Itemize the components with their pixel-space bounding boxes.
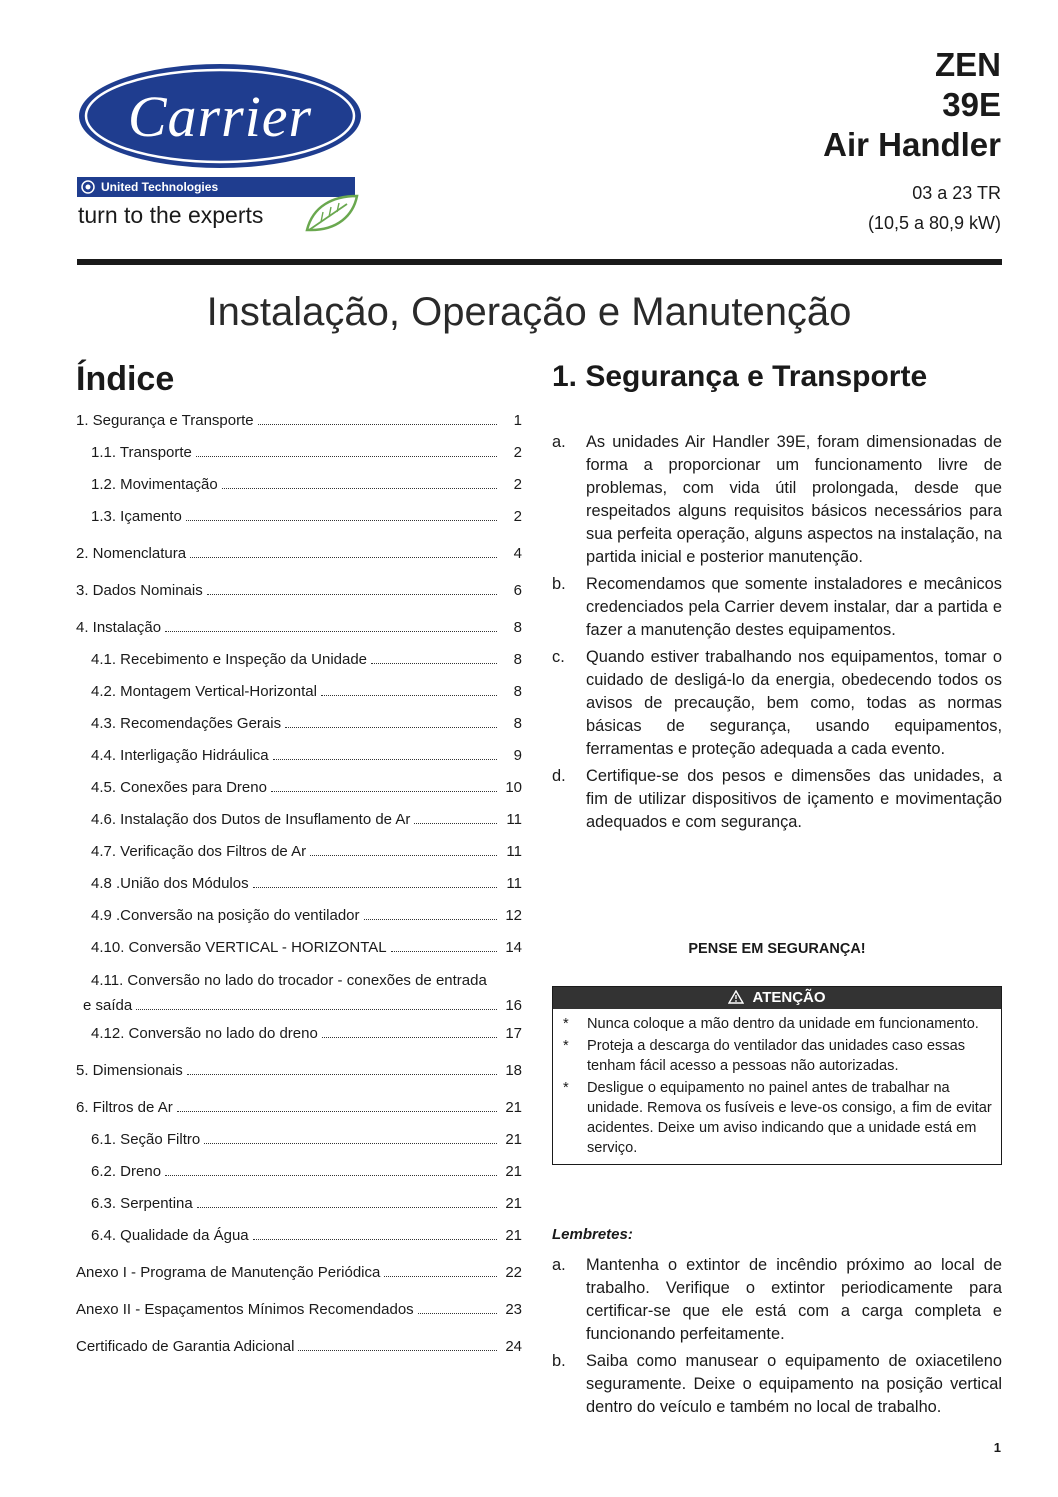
toc-entry[interactable] bbox=[76, 1156, 522, 1188]
item-text: Recomendamos que somente instaladores e mecânicos credenciados pela Carrier devem instalar, dar a partida e fazer a manutenção destes equipamentos. bbox=[586, 575, 1002, 639]
bullet-star: * bbox=[563, 1038, 569, 1054]
item-text: Mantenha o extintor de incêndio próximo ao local de trabalho. Verifique o extintor periodicamente para certificar-se que ele está com a carga completa e funcionando perfeitamente. bbox=[586, 1256, 1002, 1343]
toc-leader bbox=[391, 951, 497, 952]
toc-entry-page: 12 bbox=[505, 907, 522, 924]
toc-entry-label: Anexo II - Espaçamentos Mínimos Recomendados bbox=[76, 1301, 414, 1318]
toc-heading: Índice bbox=[76, 360, 175, 398]
toc-entry-label: 4.10. Conversão VERTICAL - HORIZONTAL bbox=[91, 939, 387, 956]
toc-entry-label: 4.9 .Conversão na posição do ventilador bbox=[91, 907, 360, 924]
toc-entry[interactable] bbox=[76, 612, 522, 644]
toc-entry-label: 1.2. Movimentação bbox=[91, 476, 218, 493]
toc-entry-label: 4.6. Instalação dos Dutos de Insuflamento de Ar bbox=[91, 811, 411, 828]
toc-entry-page: 22 bbox=[505, 1264, 522, 1281]
toc-entry[interactable] bbox=[76, 932, 522, 964]
toc-entry[interactable] bbox=[76, 538, 522, 570]
toc-leader bbox=[273, 759, 497, 760]
toc-entry-label: 6. Filtros de Ar bbox=[76, 1099, 173, 1116]
toc-entry-label: 4.5. Conexões para Dreno bbox=[91, 779, 267, 796]
section-heading: 1. Segurança e Transporte bbox=[552, 360, 928, 393]
carrier-logo bbox=[77, 62, 363, 232]
item-text: Saiba como manusear o equipamento de oxiacetileno seguramente. Deixe o equipamento na posição vertical dentro do veículo e também no local de trabalho. bbox=[586, 1352, 1002, 1416]
attention-item bbox=[561, 1014, 993, 1034]
toc-entry-page: 21 bbox=[505, 1099, 522, 1116]
page-number: 1 bbox=[993, 1440, 1001, 1455]
think-safety-label: PENSE EM SEGURANÇA! bbox=[688, 941, 866, 957]
toc-entry-page: 21 bbox=[505, 1195, 522, 1212]
warning-triangle-icon bbox=[728, 990, 744, 1004]
toc-entry-label: 3. Dados Nominais bbox=[76, 582, 203, 599]
toc-entry-label: 4.4. Interligação Hidráulica bbox=[91, 747, 269, 764]
toc-entry-page: 11 bbox=[506, 843, 522, 860]
toc-entry-page: 14 bbox=[505, 939, 522, 956]
item-text: Certifique-se dos pesos e dimensões das unidades, a fim de utilizar dispositivos de içamento e movimentação adequados e com segurança. bbox=[586, 767, 1002, 831]
table-of-contents bbox=[76, 405, 522, 1363]
toc-entry-page: 4 bbox=[513, 545, 522, 562]
toc-entry[interactable] bbox=[76, 644, 522, 676]
toc-entry[interactable] bbox=[76, 405, 522, 437]
toc-leader bbox=[207, 594, 497, 595]
item-letter: b. bbox=[552, 1352, 566, 1370]
toc-entry-label: 4. Instalação bbox=[76, 619, 162, 636]
toc-entry-label: 4.7. Verificação dos Filtros de Ar bbox=[91, 843, 307, 860]
united-technologies-icon bbox=[81, 180, 95, 194]
toc-entry[interactable] bbox=[76, 968, 522, 1018]
toc-entry-page: 10 bbox=[505, 779, 522, 796]
toc-entry-page: 8 bbox=[513, 619, 522, 636]
reminder-item bbox=[552, 1254, 1002, 1346]
toc-entry-page: 1 bbox=[513, 412, 522, 429]
reminder-item bbox=[552, 1350, 1002, 1419]
toc-entry-page: 8 bbox=[513, 715, 522, 732]
united-technologies-label: United Technologies bbox=[101, 180, 219, 194]
toc-entry-page: 11 bbox=[506, 811, 522, 828]
toc-leader bbox=[165, 1175, 497, 1176]
product-line-2: 39E bbox=[942, 86, 1001, 123]
product-line-1: ZEN bbox=[935, 46, 1001, 83]
safety-item bbox=[552, 646, 1002, 761]
bullet-star: * bbox=[563, 1080, 569, 1096]
toc-entry-page: 16 bbox=[505, 997, 522, 1014]
toc-entry[interactable] bbox=[76, 900, 522, 932]
toc-leader bbox=[253, 1239, 497, 1240]
toc-leader bbox=[271, 791, 497, 792]
toc-leader bbox=[321, 695, 497, 696]
toc-entry-label: 6.2. Dreno bbox=[91, 1163, 162, 1180]
toc-leader bbox=[186, 520, 497, 521]
item-text: As unidades Air Handler 39E, foram dimensionadas de forma a proporcionar um funcionamento livre de problemas, com vida útil prolongada, desde que respeitados alguns requisitos básicos necessários para sua perfeita operação, alguns aspectos na instalação, na partida inicial e posterior manutenção. bbox=[586, 433, 1002, 566]
toc-entry[interactable] bbox=[76, 772, 522, 804]
toc-leader bbox=[196, 456, 497, 457]
brand-tagline: turn to the experts bbox=[78, 202, 264, 228]
toc-entry-page: 24 bbox=[505, 1338, 522, 1355]
toc-leader bbox=[165, 631, 497, 632]
toc-entry-label: 2. Nomenclatura bbox=[76, 545, 187, 562]
item-letter: c. bbox=[552, 648, 565, 666]
toc-entry-label: 4.11. Conversão no lado do trocador - conexões de entrada bbox=[91, 972, 487, 989]
attention-header bbox=[553, 987, 1001, 1009]
toc-entry[interactable] bbox=[76, 469, 522, 501]
toc-leader bbox=[322, 1037, 497, 1038]
toc-entry-label: 5. Dimensionais bbox=[76, 1062, 183, 1079]
toc-entry-label-continued: e saída bbox=[83, 997, 133, 1014]
toc-leader bbox=[258, 424, 497, 425]
toc-entry-label: 4.12. Conversão no lado do dreno bbox=[91, 1025, 318, 1042]
toc-entry-page: 21 bbox=[505, 1163, 522, 1180]
toc-entry[interactable] bbox=[76, 868, 522, 900]
toc-leader bbox=[190, 557, 497, 558]
header-divider bbox=[77, 259, 1002, 265]
toc-entry[interactable] bbox=[76, 575, 522, 607]
toc-entry[interactable] bbox=[76, 437, 522, 469]
toc-entry-page: 8 bbox=[513, 683, 522, 700]
toc-entry-page: 21 bbox=[505, 1131, 522, 1148]
toc-entry-page: 21 bbox=[505, 1227, 522, 1244]
attention-text: Nunca coloque a mão dentro da unidade em funcionamento. bbox=[587, 1016, 979, 1032]
document-title: Instalação, Operação e Manutenção bbox=[206, 290, 852, 334]
toc-entry-page: 9 bbox=[513, 747, 522, 764]
toc-entry[interactable] bbox=[76, 1331, 522, 1363]
toc-leader bbox=[298, 1350, 497, 1351]
attention-item bbox=[561, 1078, 993, 1158]
toc-entry-label: 4.2. Montagem Vertical-Horizontal bbox=[91, 683, 317, 700]
toc-entry-label: 1.3. Içamento bbox=[91, 508, 182, 525]
toc-entry[interactable] bbox=[76, 804, 522, 836]
item-letter: a. bbox=[552, 1256, 566, 1274]
toc-entry-label: 4.3. Recomendações Gerais bbox=[91, 715, 282, 732]
toc-entry-page: 2 bbox=[513, 476, 522, 493]
safety-item bbox=[552, 573, 1002, 642]
toc-entry[interactable] bbox=[76, 1294, 522, 1326]
toc-entry[interactable] bbox=[76, 501, 522, 533]
reminders-list bbox=[552, 1254, 1002, 1423]
toc-entry-label: 6.3. Serpentina bbox=[91, 1195, 193, 1212]
item-text: Quando estiver trabalhando nos equipamentos, tomar o cuidado de desligá-lo da energia, obedecendo todos os avisos de precaução, bem como, todas as normas básicas de segurança, usando equipamentos, ferramentas e proteção adequada a cada evento. bbox=[586, 648, 1002, 758]
toc-entry-label: Anexo I - Programa de Manutenção Periódica bbox=[76, 1264, 381, 1281]
toc-entry[interactable] bbox=[76, 1220, 522, 1252]
toc-entry[interactable] bbox=[76, 708, 522, 740]
safety-item bbox=[552, 431, 1002, 569]
toc-leader bbox=[371, 663, 497, 664]
toc-entry[interactable] bbox=[76, 676, 522, 708]
item-letter: b. bbox=[552, 575, 566, 593]
toc-entry-page: 23 bbox=[505, 1301, 522, 1318]
toc-leader bbox=[384, 1276, 497, 1277]
toc-leader bbox=[253, 887, 497, 888]
toc-entry-page: 11 bbox=[506, 875, 522, 892]
toc-entry-page: 8 bbox=[513, 651, 522, 668]
item-letter: a. bbox=[552, 433, 566, 451]
toc-leader bbox=[197, 1207, 497, 1208]
safety-list bbox=[552, 431, 1002, 838]
safety-item bbox=[552, 765, 1002, 834]
toc-entry[interactable] bbox=[76, 1257, 522, 1289]
attention-item bbox=[561, 1036, 993, 1076]
toc-entry-page: 18 bbox=[505, 1062, 522, 1079]
toc-entry-label: 4.8 .União dos Módulos bbox=[91, 875, 249, 892]
toc-entry[interactable] bbox=[76, 1124, 522, 1156]
toc-entry[interactable] bbox=[76, 1092, 522, 1124]
toc-leader bbox=[310, 855, 497, 856]
attention-box bbox=[552, 986, 1002, 1165]
toc-entry-page: 2 bbox=[513, 508, 522, 525]
capacity-kw: (10,5 a 80,9 kW) bbox=[867, 213, 1001, 233]
toc-entry[interactable] bbox=[76, 836, 522, 868]
toc-entry[interactable] bbox=[76, 1055, 522, 1087]
toc-entry[interactable] bbox=[76, 740, 522, 772]
toc-entry-page: 6 bbox=[513, 582, 522, 599]
attention-text: Desligue o equipamento no painel antes de trabalhar na unidade. Remova os fusíveis e leve-os consigo, a fim de evitar acidentes. Deixe um aviso indicando que a unidade está em serviço. bbox=[587, 1080, 992, 1156]
toc-entry[interactable] bbox=[76, 1018, 522, 1050]
toc-leader bbox=[418, 1313, 497, 1314]
toc-entry-label: 6.1. Seção Filtro bbox=[91, 1131, 201, 1148]
leaf-icon bbox=[303, 192, 359, 234]
capacity-tr: 03 a 23 TR bbox=[912, 183, 1001, 203]
toc-entry-label: 1. Segurança e Transporte bbox=[76, 412, 254, 429]
toc-entry-label: 1.1. Transporte bbox=[91, 444, 192, 461]
bullet-star: * bbox=[563, 1016, 569, 1032]
toc-entry-label: Certificado de Garantia Adicional bbox=[76, 1338, 295, 1355]
carrier-wordmark: Carrier bbox=[127, 83, 313, 149]
toc-leader bbox=[364, 919, 497, 920]
toc-leader bbox=[204, 1143, 497, 1144]
toc-leader bbox=[177, 1111, 497, 1112]
attention-title: ATENÇÃO bbox=[752, 989, 826, 1006]
toc-leader bbox=[136, 1009, 497, 1010]
toc-entry-page: 2 bbox=[513, 444, 522, 461]
item-letter: d. bbox=[552, 767, 566, 785]
attention-text: Proteja a descarga do ventilador das unidades caso essas tenham fácil acesso a pessoas não autorizadas. bbox=[587, 1038, 966, 1074]
toc-entry-label: 4.1. Recebimento e Inspeção da Unidade bbox=[91, 651, 368, 668]
toc-leader bbox=[414, 823, 497, 824]
toc-entry-page: 17 bbox=[505, 1025, 522, 1042]
toc-leader bbox=[285, 727, 497, 728]
attention-list bbox=[553, 1009, 1001, 1164]
toc-entry[interactable] bbox=[76, 1188, 522, 1220]
toc-leader bbox=[187, 1074, 497, 1075]
toc-entry-label: 6.4. Qualidade da Água bbox=[91, 1227, 249, 1244]
product-line-3: Air Handler bbox=[823, 126, 1001, 163]
toc-leader bbox=[222, 488, 497, 489]
reminders-heading: Lembretes: bbox=[552, 1226, 633, 1243]
